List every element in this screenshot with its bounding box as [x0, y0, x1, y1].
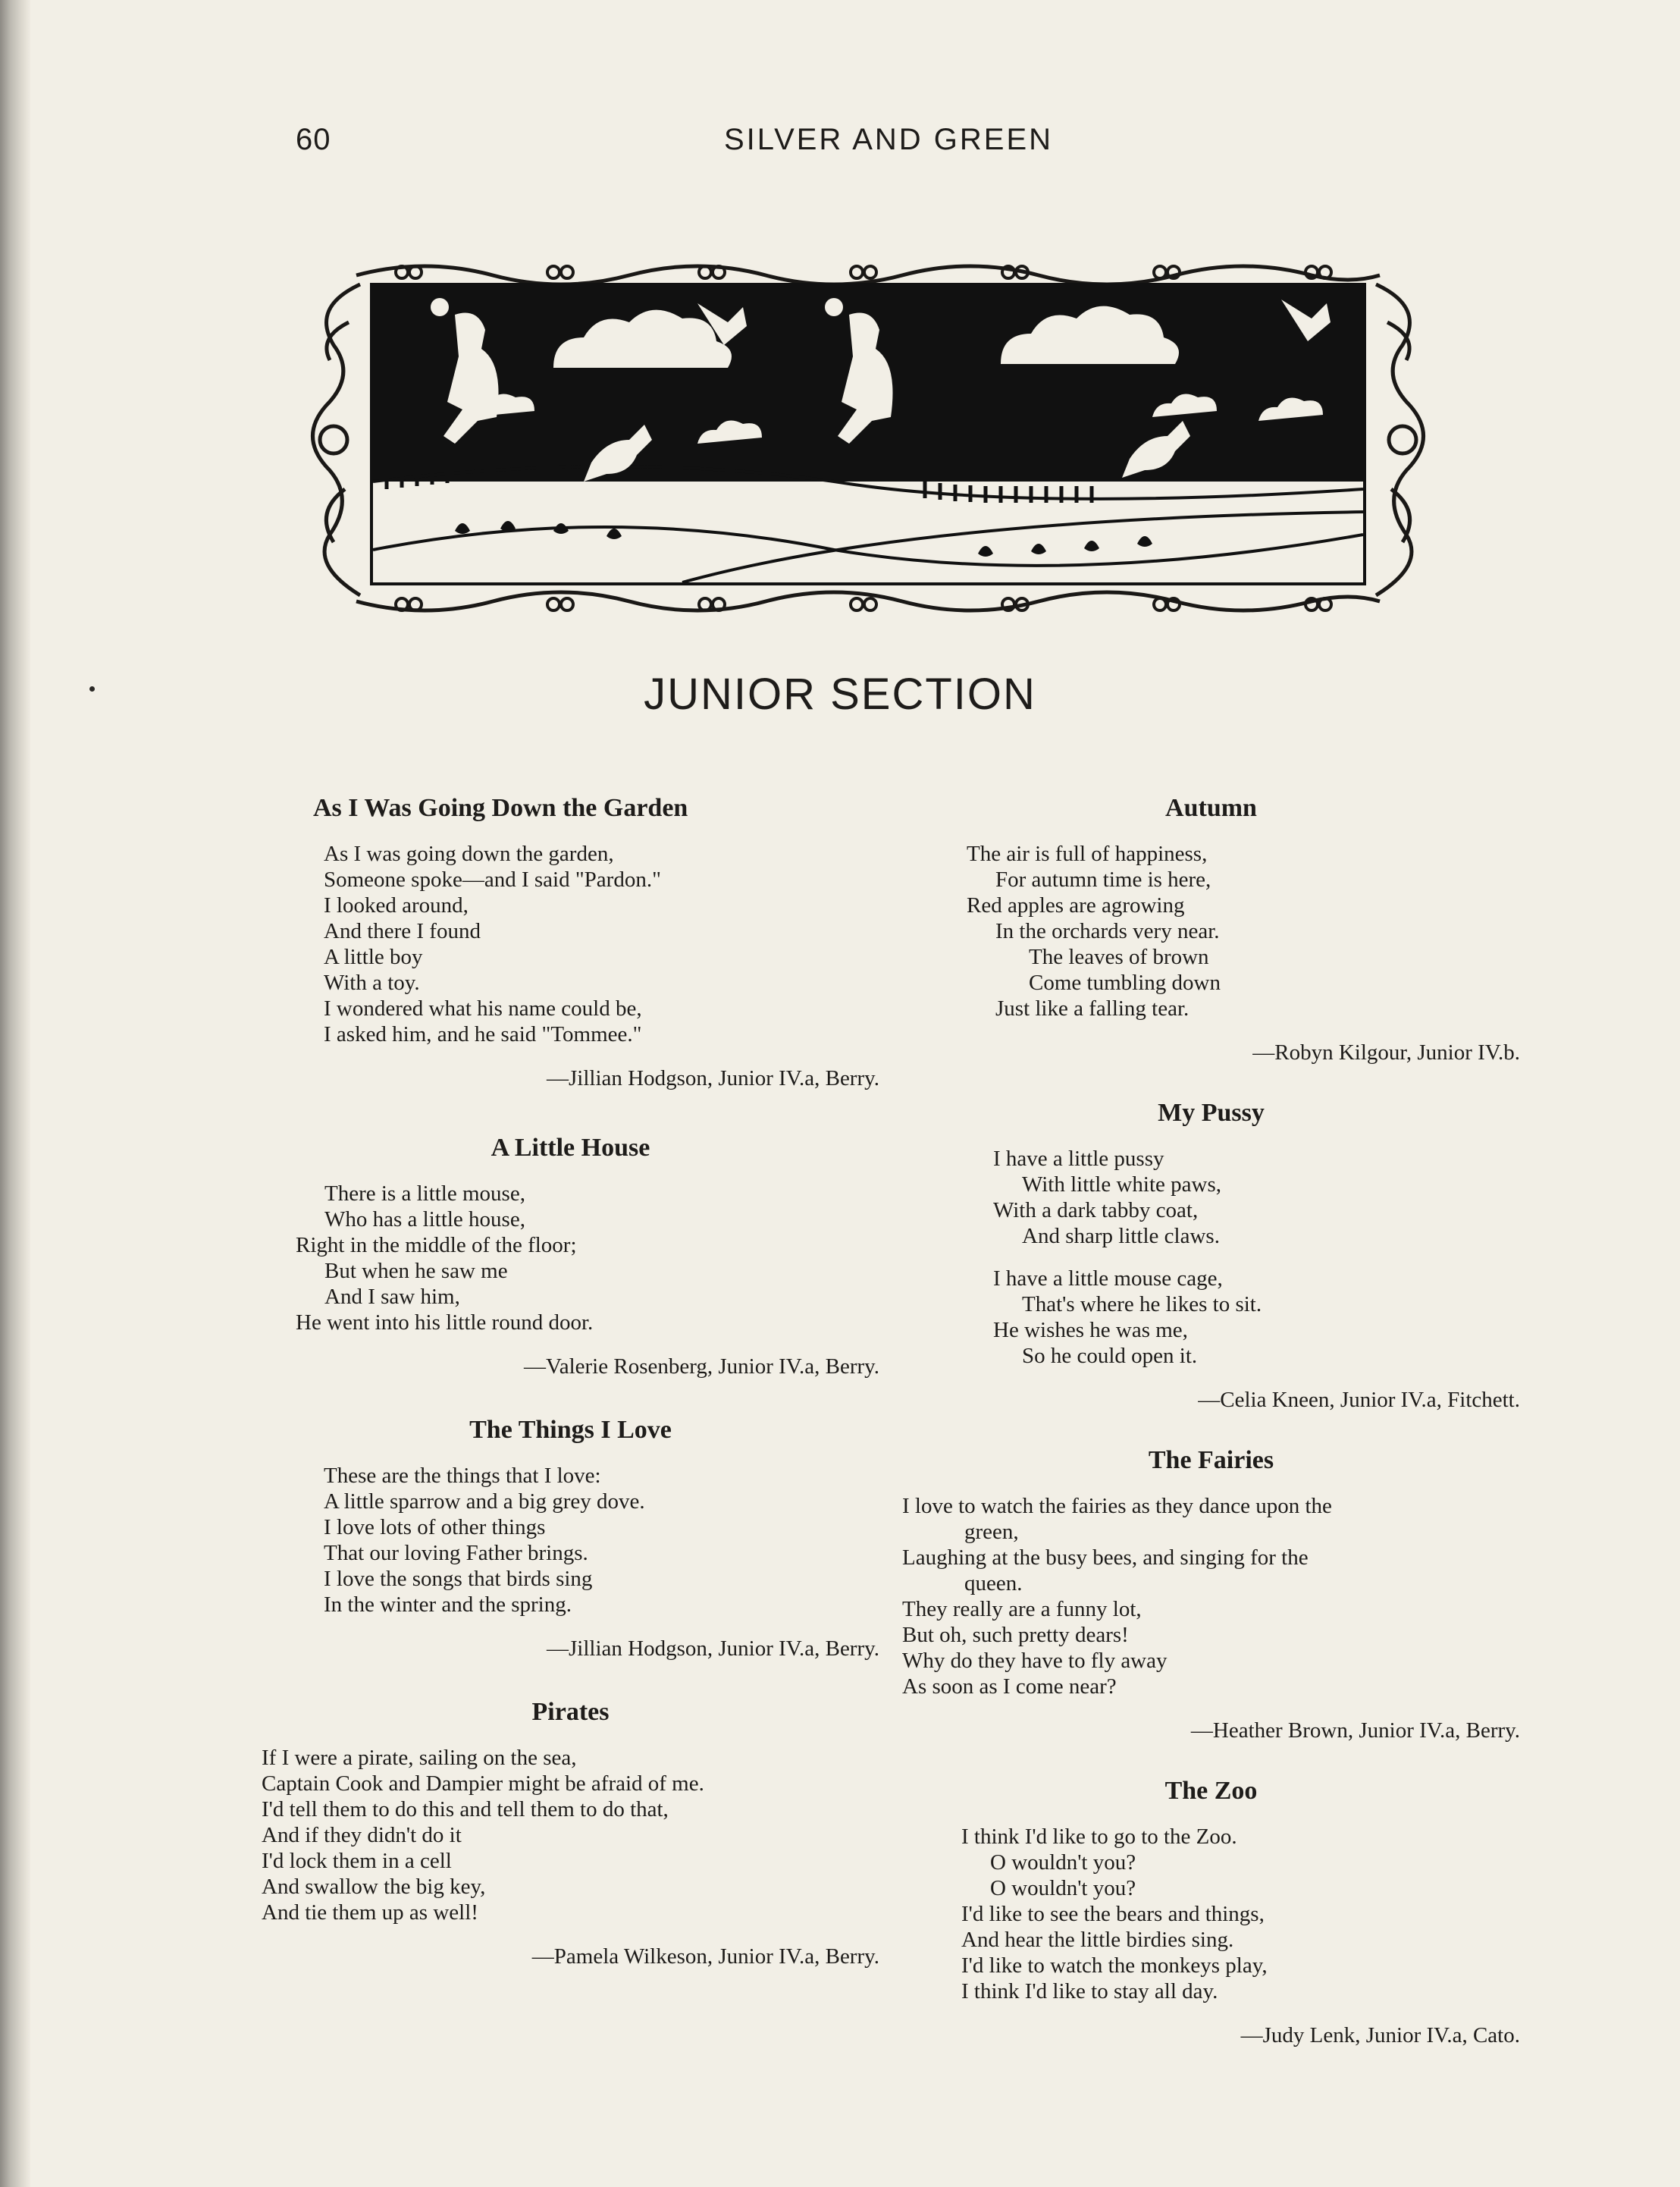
poem-pussy [902, 1097, 1520, 1414]
poem-body [902, 841, 1520, 1021]
poem-body [262, 1463, 879, 1618]
poem-line: I'd like to watch the monkeys play, [961, 1953, 1268, 1978]
poem-zoo [902, 1775, 1520, 2050]
poem-line: And if they didn't do it [262, 1823, 462, 1847]
poem-attribution: —Pamela Wilkeson, Junior IV.a, Berry. [531, 1944, 879, 1969]
poem-attribution: —Valerie Rosenberg, Junior IV.a, Berry. [524, 1354, 879, 1379]
poem-title: Autumn [1165, 794, 1257, 822]
poem-line: I love lots of other things [324, 1515, 546, 1539]
poem-line: Captain Cook and Dampier might be afraid of me. [262, 1771, 704, 1796]
poem-line: They really are a funny lot, [902, 1597, 1142, 1621]
poem-line: With little white paws, [1022, 1172, 1222, 1197]
poem-line: I have a little mouse cage, [993, 1266, 1223, 1291]
poem-line: A little boy [324, 945, 423, 969]
poem-attribution: —Robyn Kilgour, Junior IV.b. [1252, 1040, 1520, 1065]
poem-line: He went into his little round door. [296, 1310, 594, 1335]
poem-attribution: —Heather Brown, Junior IV.a, Berry. [1190, 1718, 1520, 1743]
poem-title: As I Was Going Down the Garden [313, 794, 688, 822]
poem-title: Pirates [531, 1698, 610, 1726]
poem-line: I asked him, and he said "Tommee." [324, 1022, 642, 1046]
poem-autumn [902, 792, 1520, 1067]
poem-line: I love to watch the fairies as they dance upon the [902, 1494, 1332, 1518]
poem-line: That's where he likes to sit. [1022, 1292, 1262, 1316]
poem-line: If I were a pirate, sailing on the sea, [262, 1746, 577, 1770]
right-column [902, 792, 1520, 2080]
running-head [296, 123, 1377, 161]
poem-line: And tie them up as well! [262, 1900, 478, 1925]
poem-line: I think I'd like to go to the Zoo. [961, 1825, 1237, 1849]
poem-title: The Zoo [1164, 1777, 1258, 1805]
poem-line: I think I'd like to stay all day. [961, 1979, 1218, 2003]
poem-line: O wouldn't you? [990, 1850, 1136, 1875]
poem-line: I have a little pussy [993, 1147, 1164, 1171]
poem-attribution: —Jillian Hodgson, Junior IV.a, Berry. [547, 1066, 879, 1090]
poem-body [262, 1745, 879, 1925]
banner-illustration [303, 262, 1433, 618]
poem-line: These are the things that I love: [324, 1464, 601, 1488]
poem-line: green, [964, 1520, 1019, 1544]
poem-attribution: —Judy Lenk, Junior IV.a, Cato. [1240, 2023, 1520, 2047]
poem-line: I wondered what his name could be, [324, 996, 642, 1021]
poem-attribution: —Celia Kneen, Junior IV.a, Fitchett. [1198, 1388, 1520, 1412]
poem-line: Laughing at the busy bees, and singing for the [902, 1545, 1309, 1570]
poem-line: Someone spoke—and I said "Pardon." [324, 868, 661, 892]
poem-line: The air is full of happiness, [967, 842, 1208, 866]
poem-fairies [902, 1445, 1520, 1745]
poem-line: I'd tell them to do this and tell them to do that, [262, 1797, 669, 1821]
poem-line: Come tumbling down [1029, 971, 1221, 995]
poem-line: Right in the middle of the floor; [296, 1233, 577, 1257]
poem-line: With a dark tabby coat, [993, 1198, 1199, 1222]
poem-title: My Pussy [1158, 1099, 1265, 1127]
poem-title: The Things I Love [469, 1416, 672, 1444]
poem-line: Just like a falling tear. [995, 996, 1189, 1021]
poem-line: O wouldn't you? [990, 1876, 1136, 1900]
poem-stanza [902, 1146, 1520, 1249]
poem-stanza [902, 1266, 1520, 1369]
poem-line: With a toy. [324, 971, 420, 995]
poem-house [262, 1132, 879, 1381]
margin-dot [89, 686, 95, 692]
poem-line: I'd like to see the bears and things, [961, 1902, 1265, 1926]
poem-line: So he could open it. [1022, 1344, 1198, 1368]
children-playing-illustration-icon [303, 262, 1433, 618]
poem-line: There is a little mouse, [324, 1181, 525, 1206]
poem-line: I love the songs that birds sing [324, 1567, 593, 1591]
poem-line: As soon as I come near? [902, 1674, 1117, 1699]
poem-line: queen. [964, 1571, 1023, 1596]
poem-line: And I saw him, [324, 1285, 460, 1309]
journal-title: SILVER AND GREEN [724, 123, 1054, 156]
poem-line: I looked around, [324, 893, 469, 918]
poem-line: I'd lock them in a cell [262, 1849, 452, 1873]
poem-line: Why do they have to fly away [902, 1649, 1168, 1673]
poem-body [262, 1181, 879, 1335]
poem-line: In the orchards very near. [995, 919, 1220, 943]
book-spine-shadow [0, 0, 30, 2187]
page-number: 60 [296, 123, 331, 156]
poem-body [902, 1824, 1520, 2004]
poem-title: The Fairies [1148, 1446, 1274, 1474]
poem-line: And swallow the big key, [262, 1875, 486, 1899]
poem-line: A little sparrow and a big grey dove. [324, 1489, 645, 1514]
poem-line: He wishes he was me, [993, 1318, 1188, 1342]
left-column [262, 792, 879, 2001]
poem-line: Red apples are agrowing [967, 893, 1185, 918]
poem-line: That our loving Father brings. [324, 1541, 588, 1565]
poem-things [262, 1414, 879, 1663]
poem-body [902, 1493, 1520, 1699]
poem-line: And sharp little claws. [1022, 1224, 1220, 1248]
poem-pirates [262, 1696, 879, 1971]
poem-line: And hear the little birdies sing. [961, 1928, 1234, 1952]
poem-line: But oh, such pretty dears! [902, 1623, 1129, 1647]
poem-line: The leaves of brown [1029, 945, 1209, 969]
poem-line: As I was going down the garden, [324, 842, 614, 866]
poem-line: For autumn time is here, [995, 868, 1211, 892]
poem-body [262, 841, 879, 1047]
poem-line: But when he saw me [324, 1259, 508, 1283]
poem-line: Who has a little house, [324, 1207, 525, 1232]
poem-garden [262, 792, 879, 1093]
section-heading: JUNIOR SECTION [644, 670, 1036, 719]
poem-attribution: —Jillian Hodgson, Junior IV.a, Berry. [547, 1636, 879, 1661]
poem-line: And there I found [324, 919, 481, 943]
poem-line: In the winter and the spring. [324, 1592, 572, 1617]
poem-title: A Little House [491, 1134, 650, 1162]
